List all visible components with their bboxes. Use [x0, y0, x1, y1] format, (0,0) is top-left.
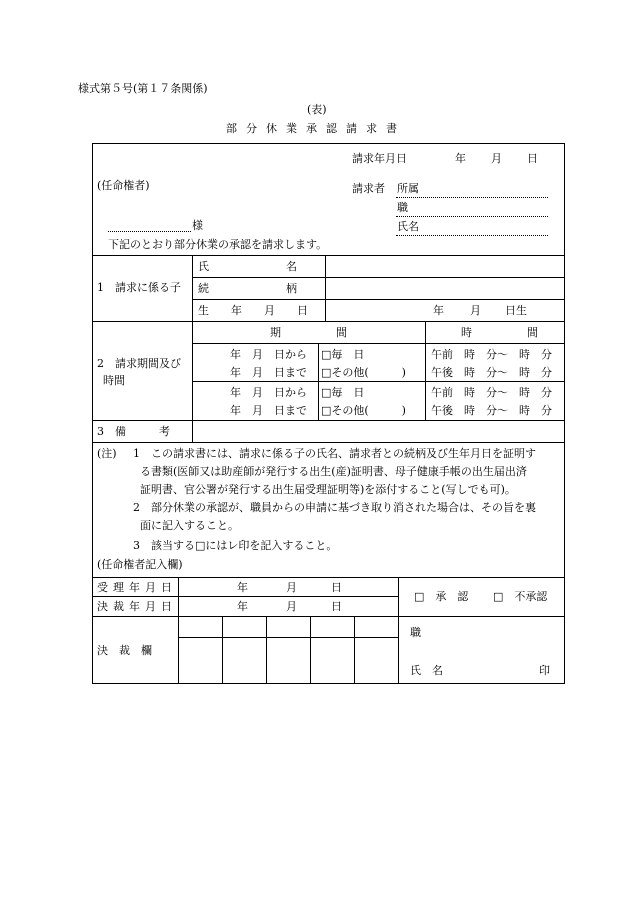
form-side-label: (表) [307, 103, 327, 116]
name-label: 氏名 [397, 220, 419, 233]
note-line-6: 3 該当する□にはレ印を記入すること。 [133, 539, 338, 552]
requester-label: 請求者 [352, 182, 385, 195]
period-row-3-option[interactable]: □毎 日 [321, 386, 365, 399]
period-row-4-option[interactable]: □その他( ) [321, 404, 406, 417]
period-section-label: 2 請求期間及び [97, 357, 181, 370]
request-date-year: 年 [455, 152, 466, 165]
child-birth-label: 生 年 月 日 [198, 304, 308, 317]
child-birth-month: 月 [470, 304, 481, 317]
decided-day: 日 [331, 600, 342, 613]
period-row-2-time: 午後 時 分～ 時 分 [431, 366, 552, 379]
decided-month: 月 [286, 600, 297, 613]
period-row-1-time: 午前 時 分～ 時 分 [431, 348, 552, 361]
period-column-header: 期 間 [270, 326, 347, 339]
approve-checkbox[interactable]: □ 承 認 [414, 590, 469, 603]
note-line-3: 証明書、官公署が発行する出生届受理証明等)を添付すること(写しでも可)。 [140, 483, 516, 496]
note-line-5: 面に記入すること。 [140, 519, 239, 532]
reject-checkbox[interactable]: □ 不承認 [493, 590, 548, 603]
appointer-name-field[interactable] [108, 231, 191, 232]
received-day: 日 [331, 581, 342, 594]
period-section-label-2: 時間 [103, 374, 125, 387]
position-label: 職 [397, 201, 408, 214]
period-row-3-date: 年 月 日から [230, 386, 307, 399]
decided-date-label: 決裁年月日 [97, 600, 177, 613]
period-row-1-option[interactable]: □毎 日 [321, 348, 365, 361]
authority-caption: (任命権者記入欄) [97, 558, 183, 571]
period-row-4-time: 午後 時 分～ 時 分 [431, 404, 552, 417]
seal-label: 印 [539, 664, 550, 677]
form-title: 部分休業承認請求書 [226, 122, 406, 135]
child-relation-label: 続 柄 [198, 282, 297, 295]
notes-head: (注) [97, 447, 117, 460]
received-month: 月 [286, 581, 297, 594]
child-section-label: 1 請求に係る子 [97, 281, 181, 294]
appointer-label: (任命権者) [97, 179, 150, 192]
received-date-label: 受理年月日 [97, 581, 177, 594]
period-row-2-option[interactable]: □その他( ) [321, 366, 406, 379]
request-date-month: 月 [491, 152, 502, 165]
note-line-4: 2 部分休業の承認が、職員からの申請に基づき取り消された場合は、その旨を裏 [133, 501, 536, 514]
period-row-2-date: 年 月 日まで [230, 366, 307, 379]
affiliation-field[interactable] [396, 197, 548, 198]
form-number: 様式第５号(第１７条関係) [78, 82, 208, 95]
period-row-3-time: 午前 時 分～ 時 分 [431, 386, 552, 399]
name-field[interactable] [396, 235, 548, 236]
period-row-4-date: 年 月 日まで [230, 404, 307, 417]
approver-name-label: 氏 名 [410, 664, 443, 677]
period-row-1-date: 年 月 日から [230, 348, 307, 361]
child-birth-year: 年 [433, 304, 444, 317]
affiliation-label: 所属 [397, 182, 419, 195]
note-line-2: る書類(医師又は助産師が発行する出生(産)証明書、母子健康手帳の出生届出済 [140, 465, 527, 478]
decided-year: 年 [237, 600, 248, 613]
request-date-day: 日 [527, 152, 538, 165]
approval-column-label: 決 裁 欄 [97, 644, 152, 657]
request-statement: 下記のとおり部分休業の承認を請求します。 [108, 238, 328, 251]
remarks-label: 3 備 考 [97, 425, 170, 438]
child-name-label: 氏 名 [198, 260, 297, 273]
child-birth-suffix: 日生 [505, 304, 527, 317]
received-year: 年 [237, 581, 248, 594]
time-column-header: 時 間 [461, 326, 538, 339]
honorific: 様 [192, 219, 203, 232]
request-date-label: 請求年月日 [352, 152, 407, 165]
approver-position-label: 職 [410, 626, 421, 639]
note-line-1: 1 この請求書には、請求に係る子の氏名、請求者との続柄及び生年月日を証明す [133, 447, 536, 460]
position-field[interactable] [396, 216, 548, 217]
